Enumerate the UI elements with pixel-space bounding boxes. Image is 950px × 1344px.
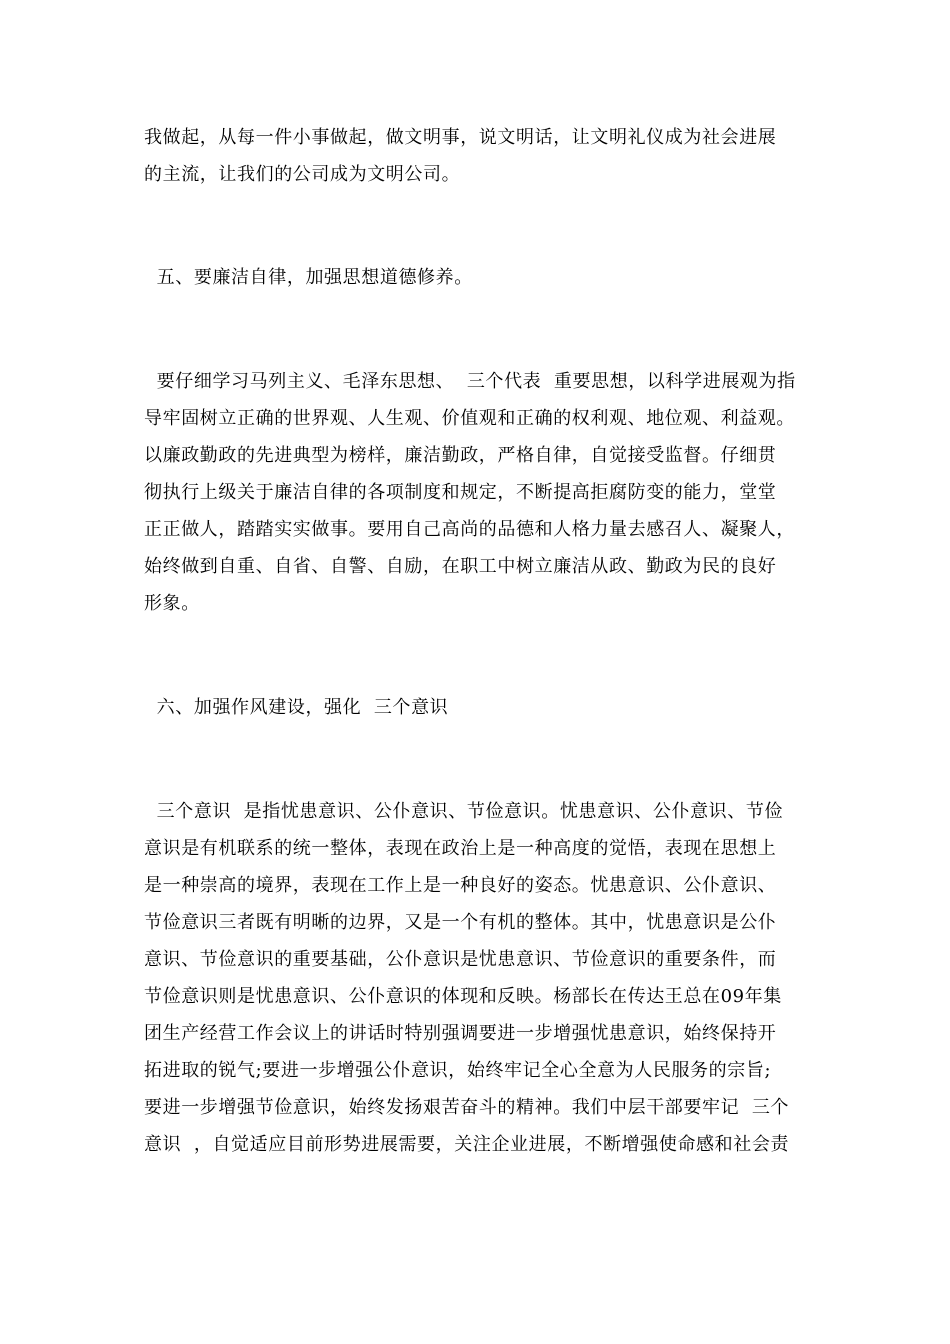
paragraph-2-line-1: 要仔细学习马列主义、毛泽东思想、 三个代表 重要思想，以科学进展观为指: [144, 371, 796, 392]
paragraph-3-line-4: 节俭意识三者既有明晰的边界，又是一个有机的整体。其中，忧患意识是公仆: [144, 912, 777, 933]
section-heading-6: 六、加强作风建设，强化 三个意识: [144, 697, 449, 718]
paragraph-2-line-5: 正正做人，踏踏实实做事。要用自己高尚的品德和人格力量去感召人、凝聚人，: [144, 519, 795, 540]
paragraph-3-line-7: 团生产经营工作会议上的讲话时特别强调要进一步增强忧患意识，始终保持开: [144, 1023, 777, 1044]
paragraph-3-line-9: 要进一步增强节俭意识，始终发扬艰苦奋斗的精神。我们中层干部要牢记 三个: [144, 1097, 790, 1118]
paragraph-1-line-2: 的主流，让我们的公司成为文明公司。: [144, 164, 461, 185]
section-heading-5: 五、要廉洁自律，加强思想道德修养。: [144, 267, 473, 288]
paragraph-3-line-8: 拓进取的锐气;要进一步增强公仆意识，始终牢记全心全意为人民服务的宗旨;: [144, 1060, 772, 1081]
paragraph-2-line-6: 始终做到自重、自省、自警、自励，在职工中树立廉洁从政、勤政为民的良好: [144, 556, 777, 577]
paragraph-2-line-7: 形象。: [144, 593, 200, 614]
paragraph-2-line-3: 以廉政勤政的先进典型为榜样，廉洁勤政，严格自律，自觉接受监督。仔细贯: [144, 445, 777, 466]
paragraph-3-line-6: 节俭意识则是忧患意识、公仆意识的体现和反映。杨部长在传达王总在09年集: [144, 986, 782, 1007]
paragraph-2-line-4: 彻执行上级关于廉洁自律的各项制度和规定，不断提高拒腐防变的能力，堂堂: [144, 482, 777, 503]
paragraph-2-line-2: 导牢固树立正确的世界观、人生观、价值观和正确的权利观、地位观、利益观。: [144, 408, 795, 429]
paragraph-3-line-2: 意识是有机联系的统一整体，表现在政治上是一种高度的觉悟，表现在思想上: [144, 838, 777, 859]
paragraph-3-line-5: 意识、节俭意识的重要基础，公仆意识是忧患意识、节俭意识的重要条件，而: [144, 949, 777, 970]
paragraph-3-line-10: 意识 ，自觉适应目前形势进展需要，关注企业进展，不断增强使命感和社会责: [144, 1134, 790, 1155]
paragraph-1-line-1: 我做起，从每一件小事做起，做文明事，说文明话，让文明礼仪成为社会进展: [144, 127, 777, 148]
paragraph-3-line-3: 是一种崇高的境界，表现在工作上是一种良好的姿态。忧患意识、公仆意识、: [144, 875, 777, 896]
paragraph-3-line-1: 三个意识 是指忧患意识、公仆意识、节俭意识。忧患意识、公仆意识、节俭: [144, 801, 784, 822]
